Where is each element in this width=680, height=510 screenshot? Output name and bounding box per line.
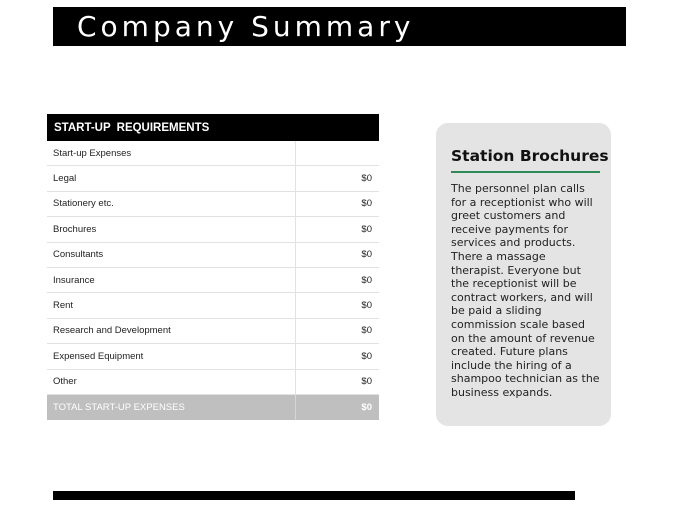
row-label: Brochures	[47, 217, 296, 241]
startup-requirements-table	[47, 114, 379, 420]
row-value: $0	[361, 350, 372, 362]
table-row	[47, 243, 379, 268]
page-title: Company Summary	[77, 10, 415, 43]
table-row	[47, 217, 379, 242]
card-divider	[451, 171, 600, 173]
card-body: The personnel plan calls for a receptionist who will greet customers and receive payments for services and products. There a massage therapist. Everyone but the receptionist will be contract workers, and will be paid a sliding commission scale based on the amount of revenue created. Future plans include the hiring of a shampoo technician as the business expands.	[451, 182, 600, 399]
table-total-row	[47, 395, 379, 420]
row-value	[296, 141, 379, 165]
row-value: $0	[361, 223, 372, 235]
table-heading: START-UP REQUIREMENTS	[47, 114, 379, 141]
row-label: Start-up Expenses	[47, 141, 296, 165]
row-label: Stationery etc.	[47, 192, 296, 216]
table-row	[47, 268, 379, 293]
row-label: Consultants	[47, 243, 296, 267]
row-label: Rent	[47, 293, 296, 317]
title-bar	[53, 7, 626, 46]
table-row	[47, 319, 379, 344]
row-label: Legal	[47, 166, 296, 190]
row-value: $0	[361, 249, 372, 261]
table-row	[47, 166, 379, 191]
total-label: TOTAL START-UP EXPENSES	[47, 395, 296, 420]
row-value: $0	[361, 300, 372, 312]
station-brochures-card	[436, 123, 611, 426]
footer-bar	[53, 491, 575, 500]
row-label: Expensed Equipment	[47, 344, 296, 368]
table-row	[47, 293, 379, 318]
row-value: $0	[361, 198, 372, 210]
row-value: $0	[361, 173, 372, 185]
row-value: $0	[361, 325, 372, 337]
row-value: $0	[361, 274, 372, 286]
table-row	[47, 141, 379, 166]
row-value: $0	[361, 376, 372, 388]
table-row	[47, 344, 379, 369]
card-title: Station Brochures	[451, 147, 609, 165]
total-value: $0	[361, 401, 372, 413]
row-label: Research and Development	[47, 319, 296, 343]
row-label: Insurance	[47, 268, 296, 292]
table-row	[47, 192, 379, 217]
table-row	[47, 370, 379, 395]
row-label: Other	[47, 370, 296, 394]
